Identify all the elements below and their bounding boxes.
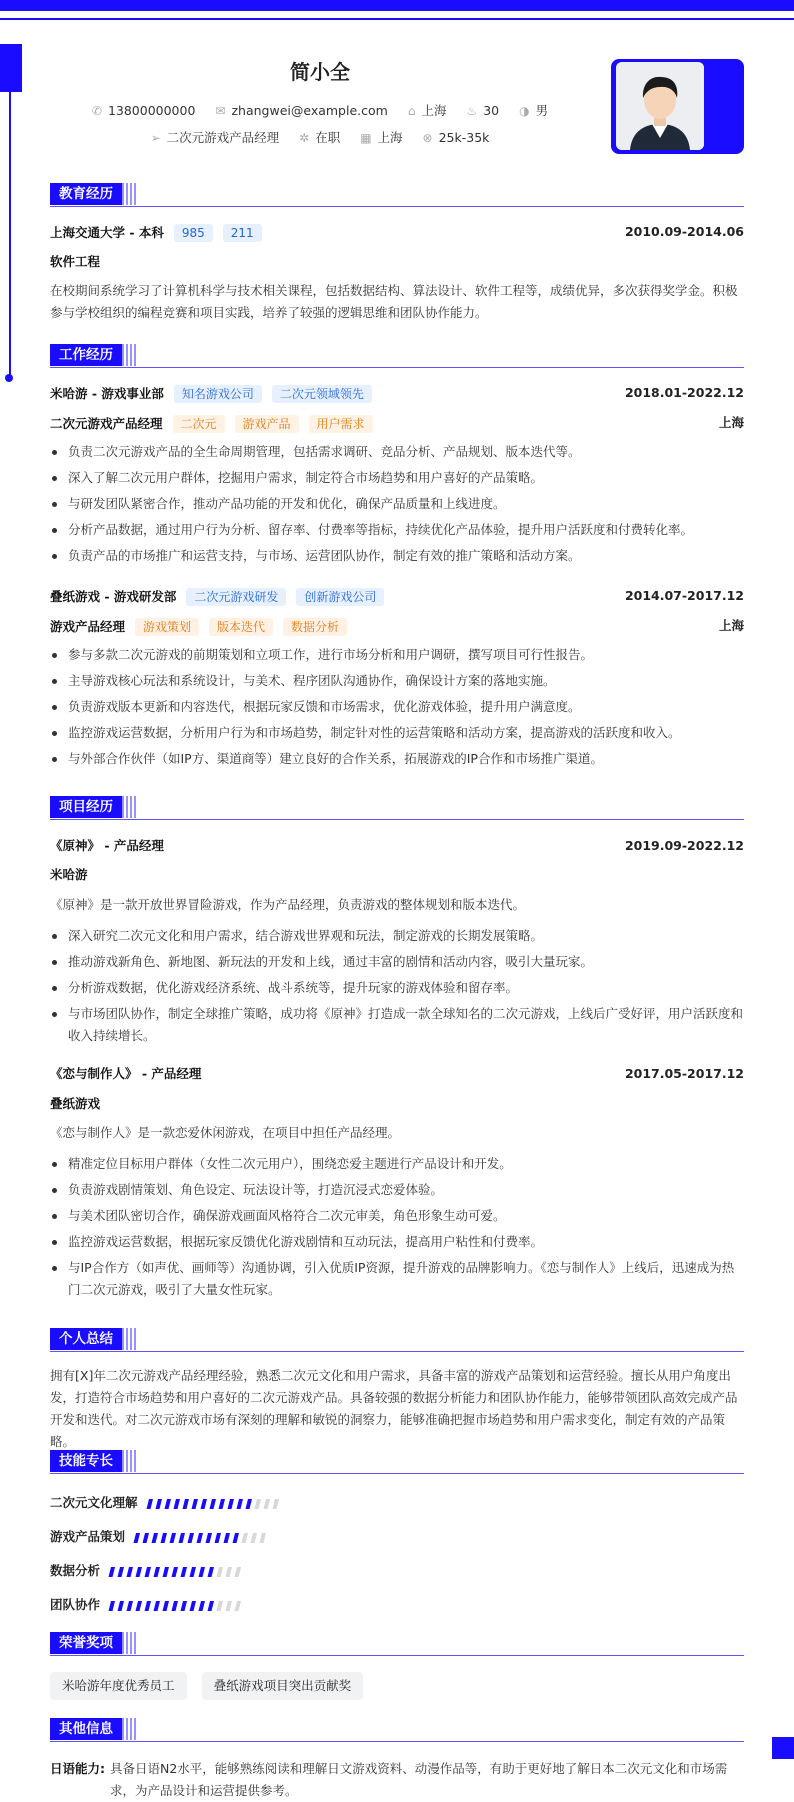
skill-segment [232, 1533, 239, 1543]
salary-value: 25k-35k [438, 130, 490, 145]
skill-name: 数据分析 [50, 1563, 101, 1578]
list-item: 监控游戏运营数据，分析用户行为和市场趋势，制定针对性的运营策略和活动方案，提高游戏的活跃度和收入。 [50, 722, 744, 744]
role-tag: 版本迭代 [209, 618, 273, 636]
skill-segment [207, 1601, 214, 1611]
list-item: 负责游戏版本更新和内容迭代，根据玩家反馈和市场需求，优化游戏体验，提升用户满意度。 [50, 696, 744, 718]
skill-segment [227, 1499, 234, 1509]
education-description: 在校期间系统学习了计算机科学与技术相关课程，包括数据结构、算法设计、软件工程等，成绩优异，多次获得奖学金。积极参与学校组织的编程竞赛和项目实践，培养了较强的逻辑思维和团队协作能力。 [50, 283, 738, 320]
skill-segment [108, 1601, 115, 1611]
language-label: 日语能力: [50, 1761, 105, 1776]
skill-segment [198, 1601, 205, 1611]
work-bullets [50, 441, 744, 571]
skills-section-title: 技能专长 [50, 1450, 122, 1472]
skill-segment [189, 1601, 196, 1611]
project-bullets [50, 1153, 744, 1305]
skill-segment [142, 1533, 149, 1543]
education-entry-header [50, 224, 744, 242]
skill-segment [245, 1499, 252, 1509]
header-rule [50, 1351, 744, 1352]
project-title: 《恋与制作人》 - 产品经理 [50, 1066, 202, 1081]
education-section-title: 教育经历 [50, 183, 122, 205]
cake-icon: ♨ [466, 104, 478, 118]
education-major: 软件工程 [50, 254, 101, 269]
status-item [299, 128, 340, 146]
skill-segment [171, 1567, 178, 1577]
list-item: 参与多款二次元游戏的前期策划和立项工作，进行市场分析和用户调研，撰写项目可行性报告。 [50, 644, 744, 666]
project-intro: 《原神》是一款开放世界冒险游戏，作为产品经理，负责游戏的整体规划和版本迭代。 [50, 897, 526, 912]
school-name: 上海交通大学 - 本科 [50, 225, 164, 240]
list-item: 负责游戏剧情策划、角色设定、玩法设计等，打造沉浸式恋爱体验。 [50, 1179, 744, 1201]
skill-segment [234, 1601, 241, 1611]
age-value: 30 [483, 103, 500, 118]
phone-item [92, 103, 196, 118]
skill-level-bar [133, 1533, 273, 1543]
work-role-row [50, 415, 744, 433]
skill-name: 团队协作 [50, 1597, 101, 1612]
skill-segment [169, 1533, 176, 1543]
skill-level-bar [108, 1567, 248, 1577]
send-icon: ➢ [150, 131, 161, 145]
skill-segment [196, 1533, 203, 1543]
projects-section-header [50, 796, 744, 818]
skill-segment [216, 1567, 223, 1577]
awards-list [50, 1672, 373, 1700]
work-location: 上海 [718, 618, 744, 633]
target-position-item [151, 128, 280, 146]
work-entry-header [50, 588, 744, 606]
header-stripes [122, 1632, 138, 1654]
skill-segment [225, 1601, 232, 1611]
list-item: 监控游戏运营数据，根据玩家反馈优化游戏剧情和互动玩法，提高用户粘性和付费率。 [50, 1231, 744, 1253]
skill-segment [173, 1499, 180, 1509]
header-rule [50, 1741, 744, 1742]
skill-segment [218, 1499, 225, 1509]
list-item: 深入了解二次元用户群体，挖掘用户需求，制定符合市场趋势和用户喜好的产品策略。 [50, 467, 744, 489]
skill-segment [164, 1499, 171, 1509]
skill-segment [189, 1567, 196, 1577]
education-date: 2010.09-2014.06 [624, 224, 744, 239]
work-role-row [50, 618, 744, 636]
gender-value: 男 [535, 103, 549, 118]
target-position-value: 二次元游戏产品经理 [166, 130, 280, 145]
role-tag: 游戏策划 [135, 618, 199, 636]
skill-segment [259, 1533, 266, 1543]
corner-accent-block [772, 1737, 794, 1759]
skill-level-bar [146, 1499, 286, 1509]
skill-segment [126, 1567, 133, 1577]
list-item: 推动游戏新角色、新地图、新玩法的开发和上线，通过丰富的剧情和活动内容，吸引大量玩家。 [50, 951, 744, 973]
work-location: 上海 [718, 415, 744, 430]
header-stripes [122, 796, 138, 818]
gender-icon: ◑ [519, 104, 530, 118]
school-tag: 211 [223, 224, 262, 242]
role-tag: 数据分析 [283, 618, 347, 636]
phone-icon: ✆ [91, 104, 102, 118]
status-value: 在职 [315, 130, 341, 145]
project-entry-header [50, 1066, 744, 1082]
top-accent-bar [0, 0, 794, 11]
skill-segment [225, 1567, 232, 1577]
list-item: 精准定位目标用户群体（女性二次元用户），围绕恋爱主题进行产品设计和开发。 [50, 1153, 744, 1175]
role-tag: 二次元 [173, 415, 225, 433]
skill-name: 二次元文化理解 [50, 1495, 138, 1510]
header-rule [50, 819, 744, 820]
work-bullets [50, 644, 744, 774]
skill-segment [205, 1533, 212, 1543]
skill-row [50, 1493, 286, 1509]
education-section-header [50, 183, 744, 205]
awards-section-header [50, 1632, 744, 1654]
skill-segment [272, 1499, 279, 1509]
skill-name: 游戏产品策划 [50, 1529, 126, 1544]
role-name: 二次元游戏产品经理 [50, 416, 163, 431]
target-city-item [360, 128, 402, 146]
skill-segment [209, 1499, 216, 1509]
header-stripes [122, 1718, 138, 1740]
mail-icon: ✉ [215, 104, 226, 118]
header-stripes [122, 344, 138, 366]
salary-icon: ⊗ [422, 131, 433, 145]
list-item: 与IP合作方（如声优、画师等）沟通协调，引入优质IP资源，提升游戏的品牌影响力。《恋与制作人》上线后，迅速成为热门二次元游戏，吸引了大量女性玩家。 [50, 1257, 744, 1301]
header-stripes [122, 1328, 138, 1350]
company-name: 叠纸游戏 - 游戏研发部 [50, 589, 177, 604]
gender-item [519, 101, 548, 119]
project-entry-header [50, 838, 744, 854]
skill-segment [144, 1601, 151, 1611]
skill-row [50, 1527, 273, 1543]
skill-segment [144, 1567, 151, 1577]
skill-segment [187, 1533, 194, 1543]
list-item: 与研发团队紧密合作，推动产品功能的开发和优化，确保产品质量和上线进度。 [50, 493, 744, 515]
skill-segment [198, 1567, 205, 1577]
role-tag: 用户需求 [309, 415, 373, 433]
other-info [50, 1758, 744, 1802]
home-icon: ⌂ [407, 104, 416, 118]
skill-segment [135, 1601, 142, 1611]
skill-segment [216, 1601, 223, 1611]
skill-segment [234, 1567, 241, 1577]
role-name: 游戏产品经理 [50, 619, 126, 634]
project-company: 叠纸游戏 [50, 1096, 101, 1111]
skill-segment [178, 1533, 185, 1543]
role-tag: 游戏产品 [235, 415, 299, 433]
other-section-title: 其他信息 [50, 1718, 122, 1740]
list-item: 负责产品的市场推广和运营支持，与市场、运营团队协作，制定有效的推广策略和活动方案。 [50, 545, 744, 567]
skill-segment [117, 1567, 124, 1577]
skill-segment [263, 1499, 270, 1509]
project-date: 2019.09-2022.12 [624, 838, 744, 853]
award-chip: 叠纸游戏项目突出贡献奖 [202, 1672, 364, 1700]
skill-segment [171, 1601, 178, 1611]
list-item: 主导游戏核心玩法和系统设计，与美术、程序团队沟通协作，确保设计方案的落地实施。 [50, 670, 744, 692]
company-tag: 知名游戏公司 [174, 385, 262, 403]
other-section-header [50, 1718, 744, 1740]
email-value: zhangwei@example.com [231, 103, 388, 118]
skill-segment [250, 1533, 257, 1543]
age-item [466, 103, 499, 118]
project-date: 2017.05-2017.12 [624, 1066, 744, 1081]
work-entry-header [50, 385, 744, 403]
skill-segment [162, 1601, 169, 1611]
header-rule [50, 1473, 744, 1474]
work-date: 2018.01-2022.12 [624, 385, 744, 400]
skill-segment [162, 1567, 169, 1577]
skill-segment [117, 1601, 124, 1611]
skill-segment [191, 1499, 198, 1509]
list-item: 分析游戏数据，优化游戏经济系统、战斗系统等，提升玩家的游戏体验和留存率。 [50, 977, 744, 999]
award-chip: 米哈游年度优秀员工 [50, 1672, 187, 1700]
header-stripes [122, 1450, 138, 1472]
list-item: 与市场团队协作，制定全球推广策略，成功将《原神》打造成一款全球知名的二次元游戏，上线后广受好评，用户活跃度和收入持续增长。 [50, 1003, 744, 1047]
skill-segment [108, 1567, 115, 1577]
summary-section-title: 个人总结 [50, 1328, 122, 1350]
header-rule [50, 1655, 744, 1656]
phone-value: 13800000000 [107, 103, 196, 118]
skill-row [50, 1595, 248, 1611]
list-item: 与外部合作伙伴（如IP方、渠道商等）建立良好的合作关系，拓展游戏的IP合作和市场推广渠道。 [50, 748, 744, 770]
skill-segment [223, 1533, 230, 1543]
skill-level-bar [108, 1601, 248, 1611]
salary-item [423, 130, 490, 145]
company-tag: 二次元游戏研发 [186, 588, 286, 606]
summary-text: 拥有[X]年二次元游戏产品经理经验，熟悉二次元文化和用户需求，具备丰富的游戏产品策划和运营经验。擅长从用户角度出发，打造符合市场趋势和用户喜好的二次元游戏产品。具备较强的数据分析能力和团队协作能力，能够带领团队高效完成产品开发和迭代。对二次元游戏市场有深刻的理解和敏锐的洞察力，能够准确把握市场趋势和用户需求变化，制定有效的产品策略。 [50, 1368, 738, 1449]
skill-segment [126, 1601, 133, 1611]
project-intro: 《恋与制作人》是一款恋爱休闲游戏，在项目中担任产品经理。 [50, 1125, 401, 1140]
avatar-portrait-icon [616, 62, 704, 150]
status-icon: ✲ [299, 131, 310, 145]
skill-segment [241, 1533, 248, 1543]
side-accent-dot [5, 374, 13, 382]
top-accent-line [0, 18, 794, 20]
work-date: 2014.07-2017.12 [624, 588, 744, 603]
skill-row [50, 1561, 248, 1577]
list-item: 深入研究二次元文化和用户需求，结合游戏世界观和玩法，制定游戏的长期发展策略。 [50, 925, 744, 947]
skill-segment [180, 1601, 187, 1611]
project-title: 《原神》 - 产品经理 [50, 838, 164, 853]
list-item: 与美术团队密切合作，确保游戏画面风格符合二次元审美，角色形象生动可爱。 [50, 1205, 744, 1227]
summary-section-header [50, 1328, 744, 1350]
skill-segment [214, 1533, 221, 1543]
skill-segment [254, 1499, 261, 1509]
building-icon: ▦ [360, 131, 372, 145]
contact-row [0, 101, 640, 119]
skill-segment [135, 1567, 142, 1577]
skill-segment [236, 1499, 243, 1509]
company-tag: 二次元领域领先 [272, 385, 372, 403]
skill-segment [207, 1567, 214, 1577]
skill-segment [155, 1499, 162, 1509]
profile-photo-frame [611, 59, 744, 154]
skill-segment [133, 1533, 140, 1543]
company-name: 米哈游 - 游戏事业部 [50, 386, 164, 401]
skill-segment [182, 1499, 189, 1509]
skill-segment [153, 1567, 160, 1577]
work-section-header [50, 344, 744, 366]
avatar [616, 62, 704, 150]
target-city-value: 上海 [377, 130, 403, 145]
list-item: 分析产品数据，通过用户行为分析、留存率、付费率等指标，持续优化产品体验，提升用户活跃度和付费转化率。 [50, 519, 744, 541]
candidate-name: 简小全 [290, 60, 350, 84]
language-text: 具备日语N2水平，能够熟练阅读和理解日文游戏资料、动漫作品等，有助于更好地了解日本二次元文化和市场需求，为产品设计和运营提供参考。 [110, 1761, 728, 1798]
city-item [408, 101, 447, 119]
work-section-title: 工作经历 [50, 344, 122, 366]
header-rule [50, 367, 744, 368]
company-tag: 创新游戏公司 [296, 588, 384, 606]
list-item: 负责二次元游戏产品的全生命周期管理，包括需求调研、竞品分析、产品规划、版本迭代等。 [50, 441, 744, 463]
email-item [215, 103, 387, 118]
skill-segment [180, 1567, 187, 1577]
school-tag: 985 [174, 224, 213, 242]
skills-section-header [50, 1450, 744, 1472]
projects-section-title: 项目经历 [50, 796, 122, 818]
project-company: 米哈游 [50, 867, 88, 882]
city-value: 上海 [421, 103, 447, 118]
project-bullets [50, 925, 744, 1051]
skill-segment [151, 1533, 158, 1543]
header-rule [50, 206, 744, 207]
job-intention-row [0, 128, 640, 146]
skill-segment [160, 1533, 167, 1543]
awards-section-title: 荣誉奖项 [50, 1632, 122, 1654]
skill-segment [200, 1499, 207, 1509]
header-stripes [122, 183, 138, 205]
skill-segment [153, 1601, 160, 1611]
skill-segment [146, 1499, 153, 1509]
